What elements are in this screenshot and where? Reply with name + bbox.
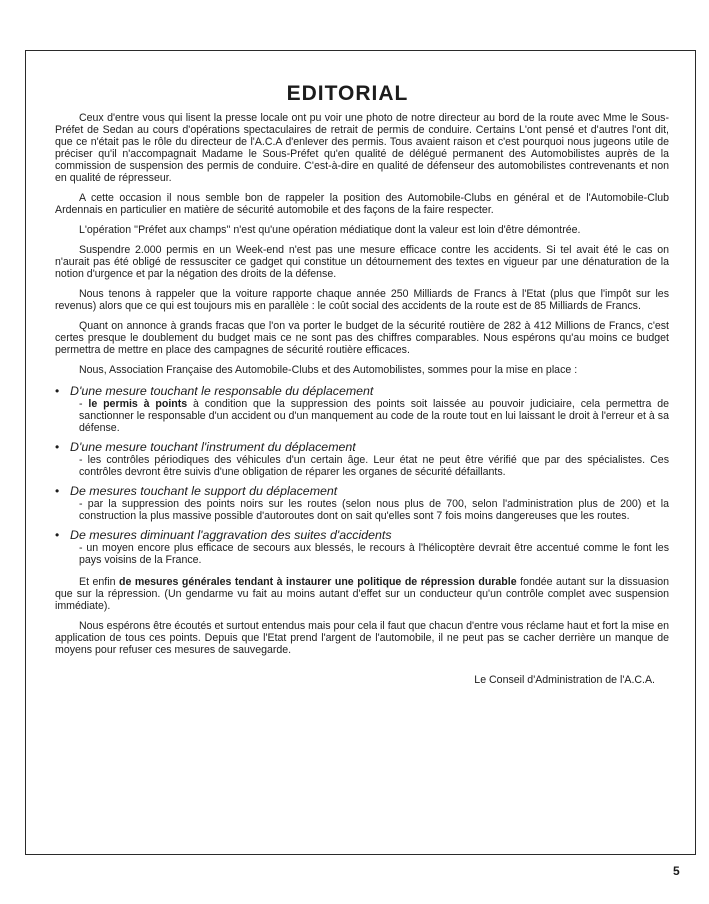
measure-item <box>55 384 669 434</box>
paragraph-9: Nous espérons être écoutés et surtout entendus mais pour cela il faut que chacun d'entre vous réclame haut et fort la mise en application de tous ces points. Depuis que l'Etat prend l'argent de l'automobile, il ne peut pas se cacher derrière un manque de moyens pour refuser ces mesures de sauvegarde. <box>55 620 669 656</box>
paragraph-4: Suspendre 2.000 permis en un Week-end n'est pas une mesure efficace contre les accidents. Si tel avait été le cas on n'aurait pas été obligé de ressusciter ce gadget qui constitue un détournement des textes en vigueur par une dénaturation de la notion d'urgence et par la négation des droits de la défense. <box>55 244 669 280</box>
bullet-dot-icon: • <box>55 440 60 454</box>
paragraph-8: Et enfin de mesures générales tendant à instaurer une politique de répression durable fondée autant sur la dissuasion que sur la répression. (Un gendarme vu fait au moins autant d'effet sur un conducteur qu'un contrôle complet avec suspension immédiate). <box>55 576 669 612</box>
paragraph-1: Ceux d'entre vous qui lisent la presse locale ont pu voir une photo de notre directeur au bord de la route avec Mme le Sous-Préfet de Sedan au cours d'opérations spectaculaires de retrait de permis de conduire. Certains L'ont pensé et d'autres l'ont dit, que ce n'était pas le rôle du directeur de l'A.C.A d'enlever des permis. Tous avaient raison et c'est pourquoi nous jugeons utile de préciser qu'il n'accompagnait Madame le Sous-Préfet qu'en qualité de délégué permanent des Automobilistes auprès de la commission de suspension des permis de conduire. C'est-à-dire en qualité de défenseur des automobilistes contrevenants et non en qualité de répresseur. <box>55 112 669 184</box>
measure-item <box>55 484 669 522</box>
signature: Le Conseil d'Administration de l'A.C.A. <box>474 674 655 686</box>
measure-heading: De mesures diminuant l'aggravation des suites d'accidents <box>70 528 392 542</box>
paragraph-2: A cette occasion il nous semble bon de rappeler la position des Automobile-Clubs en général et de l'Automobile-Club Ardennais en particulier en matière de sécurité automobile et des façons de la faire respecter. <box>55 192 669 216</box>
measure-heading: D'une mesure touchant l'instrument du déplacement <box>70 440 356 454</box>
paragraph-7: Nous, Association Française des Automobile-Clubs et des Automobilistes, sommes pour la mise en place : <box>79 364 578 376</box>
bullet-dot-icon: • <box>55 484 60 498</box>
page-title: EDITORIAL <box>286 82 409 105</box>
bullet-dot-icon: • <box>55 528 60 542</box>
bullet-dot-icon: • <box>55 384 60 398</box>
bold-phrase: le permis à points <box>88 398 188 410</box>
measure-body: - le permis à points à condition que la suppression des points soit laissée au pouvoir judiciaire, cela permettra de sanctionner le responsable d'un accident ou d'un manquement au code de la route tout en lui laissant le droit à l'erreur et à sa défense. <box>79 398 669 434</box>
measure-item <box>55 440 669 478</box>
editorial-body <box>55 112 669 686</box>
measure-body: - par la suppression des points noirs sur les routes (selon nous plus de 700, selon l'administration plus de 200) et la construction la plus massive possible d'autoroutes dont on sait qu'elles sont 7 fois moins dangereuses que les routes. <box>79 498 669 522</box>
paragraph-3: L'opération ''Préfet aux champs'' n'est qu'une opération médiatique dont la valeur est loin d'être démontrée. <box>79 224 581 236</box>
measure-body: - les contrôles périodiques des véhicules d'un certain âge. Leur état ne peut être vérifié que par des spécialistes. Ces contrôles devront être suivis d'une obligation de réparer les organes de sécurité défaillants. <box>79 454 669 478</box>
measure-heading: De mesures touchant le support du déplacement <box>70 484 338 498</box>
measure-item <box>55 528 669 566</box>
paragraph-6: Quant on annonce à grands fracas que l'on va porter le budget de la sécurité routière de 282 à 412 Millions de Francs, c'est certes presque le doublement du budget mais ce ne sont pas des chiffres comparables. Nous espérons qu'au moins ce budget permettra de mettre en place des campagnes de sécurité routière efficaces. <box>55 320 669 356</box>
paragraph-5: Nous tenons à rappeler que la voiture rapporte chaque année 250 Milliards de Francs à l'Etat (plus que l'impôt sur les revenus) alors que ce qui est toujours mis en parallèle : le coût social des accidents de la route est de 85 Milliards de Francs. <box>55 288 669 312</box>
measure-heading: D'une mesure touchant le responsable du déplacement <box>70 384 374 398</box>
bold-phrase: de mesures générales tendant à instaurer une politique de répression durable <box>118 576 517 588</box>
measure-body: - un moyen encore plus efficace de secours aux blessés, le recours à l'hélicoptère devrait être accentué comme le font les pays voisins de la France. <box>79 542 669 566</box>
page-number: 5 <box>673 864 680 878</box>
